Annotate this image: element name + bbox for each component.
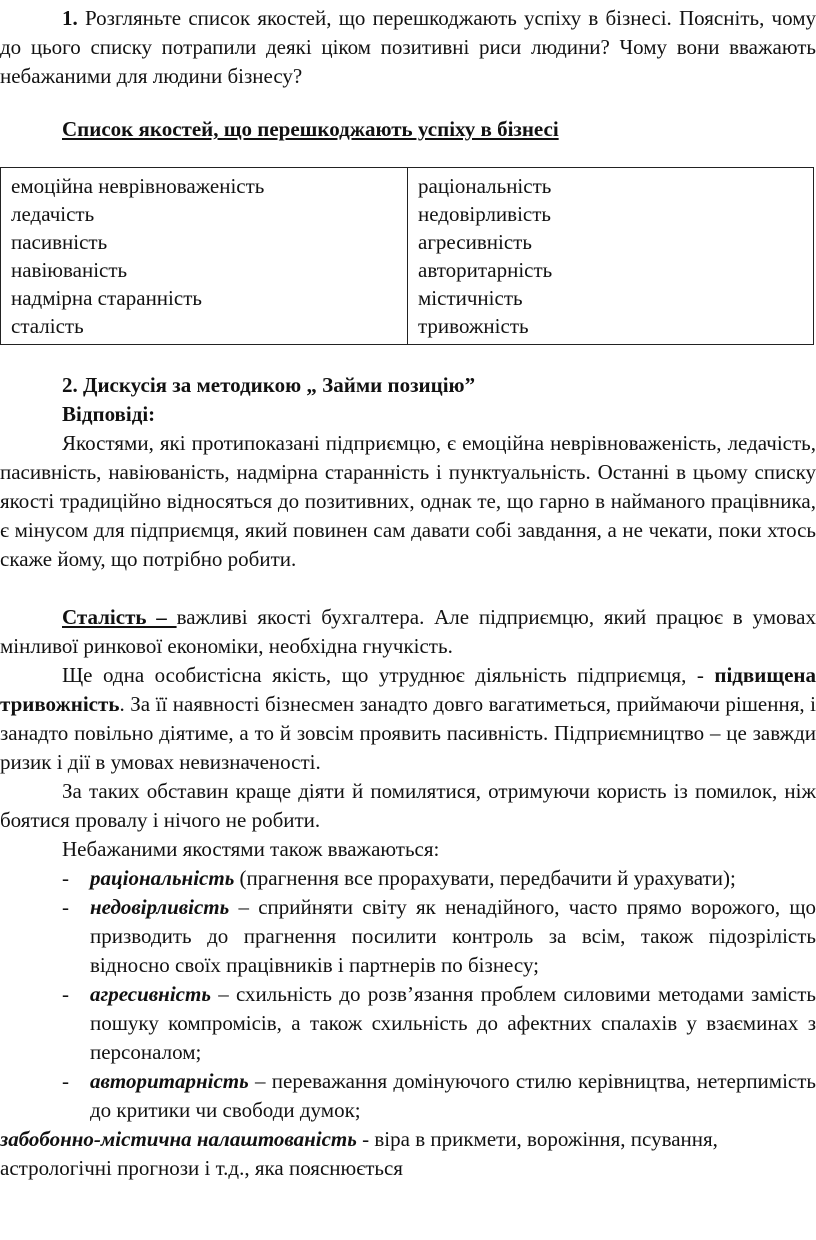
task-1-body: Розгляньте список якостей, що перешкоджають успіху в бізнесі. Поясніть, чому до цього списку потрапили деякі ціком позитивні риси людини? Чому вони вважають небажаними для людини бізнесу? <box>0 6 816 88</box>
quality-item: ледачість <box>11 202 95 226</box>
paragraph: Якостями, які протипоказані підприємцю, є емоційна неврівноваженість, ледачість, пасивність, навіюваність, надмірна старанність і пунктуальність. Останні в цьому списку якості традиційно відносяться до позитивних, однак те, що гарно в найманого працівника, є мінусом для підприємця, який повинен сам давати собі завдання, а не чекати, поки хтось скаже йому, що потрібно робити. <box>0 431 816 571</box>
term-stalist: Сталість – <box>62 605 177 629</box>
quality-item: надмірна старанність <box>11 286 202 310</box>
task-1-text <box>0 4 816 91</box>
dash-marker: - <box>62 866 69 890</box>
paragraph-text: . За її наявності бізнесмен занадто довго вагатиметься, приймаючи рішення, і занадто повільно діятиме, а то й зовсім проявить пасивність. Підприємництво – це завжди ризик і дії в умовах невизначеності. <box>0 692 816 774</box>
quality-item: навіюваність <box>11 258 128 282</box>
paragraph-text: - віра в прикмети, ворожіння, псування, астрологічні прогнози і т.д., яка пояснюється <box>0 1127 718 1180</box>
list-title: Список якостей, що перешкоджають успіху в бізнесі <box>62 117 559 141</box>
quality-item: емоційна неврівноваженість <box>11 174 265 198</box>
list-item-desc: – переважання домінуючого стилю керівництва, нетерпимість до критики чи свободи думок; <box>90 1069 816 1122</box>
quality-item: раціональність <box>418 174 552 198</box>
list-item-desc: – сприйняти світу як ненадійного, часто прямо ворожого, що призводить до прагнення посилити контроль за всім, також підозрілість відносно своїх працівників і партнерів по бізнесу; <box>90 895 816 977</box>
dash-marker: - <box>62 895 69 919</box>
quality-item: пасивність <box>11 230 108 254</box>
qualities-right-column <box>408 168 814 345</box>
list-item-term: агресивність <box>90 982 211 1006</box>
list-item-term: раціональність <box>90 866 235 890</box>
list-item <box>0 864 816 893</box>
term-mistychna: забобонно-містична налаштованість <box>0 1127 357 1151</box>
list-item-desc: – схильність до розв’язання проблем силовими методами замість пошуку компромісів, а також схильність до афектних спалахів у взаєминах з персоналом; <box>90 982 816 1064</box>
quality-item: авторитарність <box>418 258 553 282</box>
paragraph <box>0 661 816 777</box>
task-1-number: 1. <box>62 6 78 30</box>
paragraph: За таких обставин краще діяти й помилятися, отримуючи користь із помилок, ніж боятися провалу і нічого не робити. <box>0 779 816 832</box>
paragraph <box>0 1125 816 1183</box>
list-item-text <box>90 1067 816 1125</box>
quality-item: агресивність <box>418 230 532 254</box>
qualities-table <box>0 167 814 345</box>
task-2-heading: 2. Дискусія за методикою „ Займи позицію” <box>62 373 476 397</box>
list-item-text <box>90 980 816 1067</box>
quality-item: містичність <box>418 286 523 310</box>
list-item-text <box>90 864 816 893</box>
quality-item: недовірливість <box>418 202 551 226</box>
list-item <box>0 980 816 1067</box>
paragraph <box>0 603 816 661</box>
list-item <box>0 893 816 980</box>
paragraph-text: важливі якості бухгалтера. Але підприємцю, який працює в умовах мінливої ринкової економіки, необхідна гнучкість. <box>0 605 816 658</box>
paragraph-text: Ще одна особистісна якість, що утруднює діяльність підприємця, - <box>62 663 715 687</box>
quality-item: тривожність <box>418 314 529 338</box>
dash-marker: - <box>62 982 69 1006</box>
list-item-term: авторитарність <box>90 1069 249 1093</box>
qualities-left-column <box>1 168 408 345</box>
list-item-text <box>90 893 816 980</box>
list-item-term: недовірливість <box>90 895 230 919</box>
dash-marker: - <box>62 1069 69 1093</box>
quality-item: сталість <box>11 314 84 338</box>
answers-label: Відповіді: <box>62 402 156 426</box>
paragraph: Небажаними якостями також вважаються: <box>62 837 440 861</box>
list-item <box>0 1067 816 1125</box>
list-item-desc: (прагнення все прорахувати, передбачити й урахувати); <box>234 866 736 890</box>
term-tryvozhnist: підвищена тривожність <box>0 663 816 716</box>
